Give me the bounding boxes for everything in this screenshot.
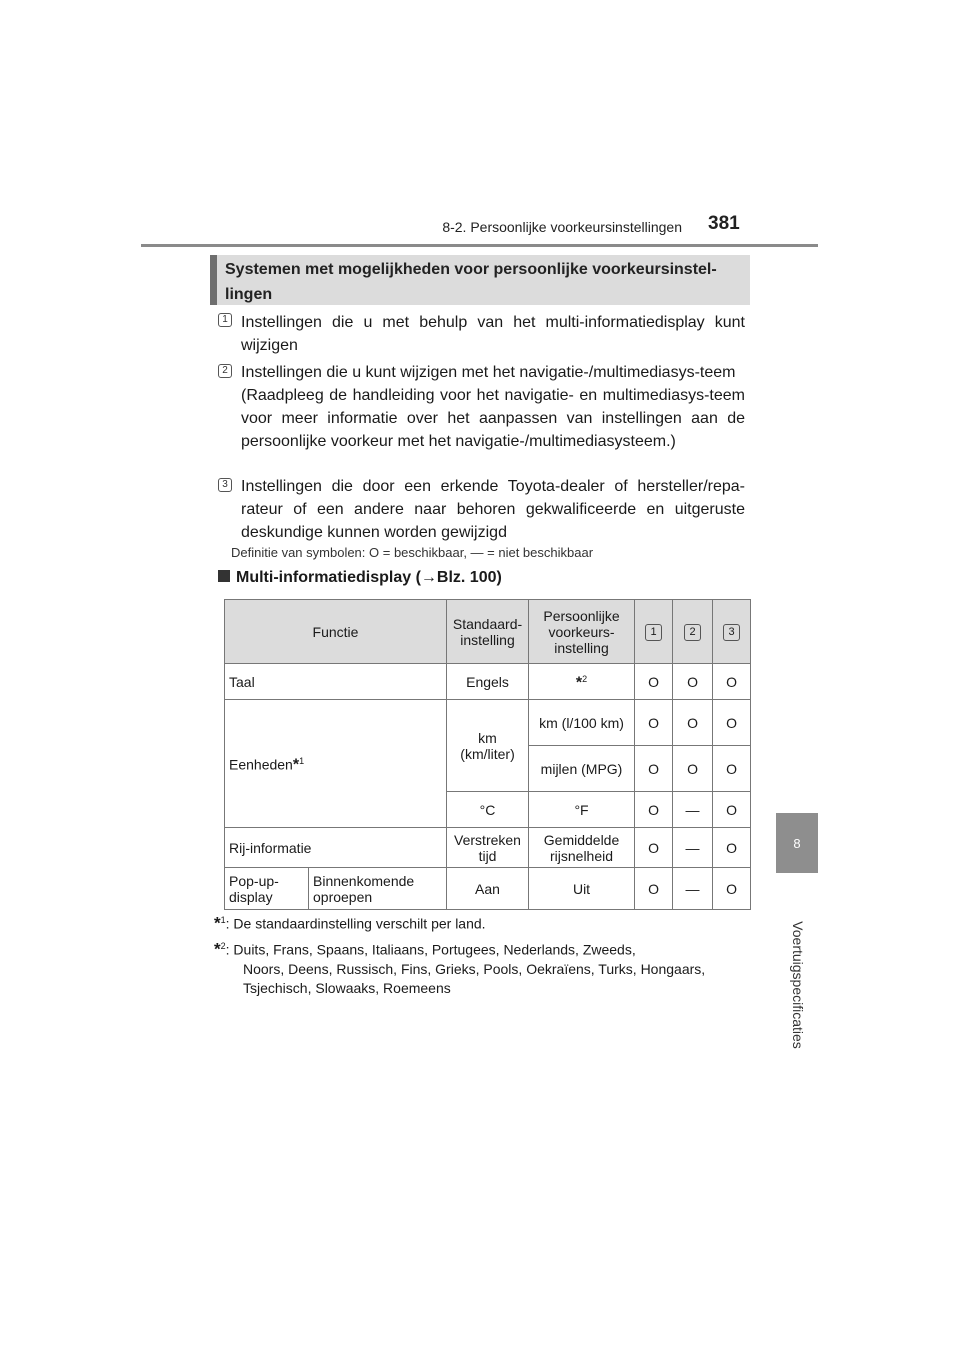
cell-default-km: km (km/liter) bbox=[447, 700, 529, 792]
cell-custom: *$^2$ bbox=[529, 664, 635, 700]
chapter-label bbox=[778, 880, 818, 1090]
cell-col-3: O bbox=[713, 828, 751, 868]
chapter-number: 8 bbox=[793, 835, 801, 851]
table-row-popup bbox=[225, 868, 751, 910]
footnote-1: *$^1$: De standaardinstelling verschilt per land. bbox=[214, 913, 486, 933]
section-banner bbox=[210, 255, 750, 305]
square-bullet-icon bbox=[218, 570, 230, 582]
symbol-definition: Definitie van symbolen: O = beschikbaar, — = niet beschikbaar bbox=[231, 545, 594, 560]
header-col-3-icon: 3 bbox=[723, 624, 740, 641]
item-2-note: (Raadpleeg de handleiding voor het navigatie- en multimediasys-teem voor meer informatie over het aanpassen van instellingen aan de persoonlijke voorkeur met het navigatie-/multimediasysteem.) bbox=[241, 387, 745, 450]
banner-line-2: lingen bbox=[225, 286, 273, 303]
item-3-text: Instellingen die door een erkende Toyota-dealer of hersteller/repa-rateur of een andere naar behoren gekwalificeerde en uitgeruste deskundige kunnen worden gewijzigd bbox=[241, 478, 745, 541]
cell-default: Aan bbox=[447, 868, 529, 910]
number-2-icon: 2 bbox=[218, 364, 232, 378]
cell-function: Pop-up-display bbox=[225, 868, 309, 910]
cell-function-eenheden: Eenheden*$^1$ bbox=[225, 700, 447, 828]
cell-col-3: O bbox=[713, 700, 751, 746]
cell-col-1: O bbox=[635, 828, 673, 868]
cell-custom-temp: °F bbox=[529, 792, 635, 828]
header-function: Functie bbox=[225, 600, 447, 664]
item-2 bbox=[241, 361, 745, 453]
item-1-text: Instellingen die u met behulp van het multi-informatiedisplay kunt wijzigen bbox=[241, 314, 745, 354]
page-number: 381 bbox=[708, 213, 740, 234]
cell-custom: Gemiddelde rijsnelheid bbox=[529, 828, 635, 868]
table-header-row bbox=[225, 600, 751, 664]
cell-col-1: O bbox=[635, 868, 673, 910]
cell-col-3: O bbox=[713, 868, 751, 910]
cell-col-2: O bbox=[673, 746, 713, 792]
cell-col-2: — bbox=[673, 828, 713, 868]
settings-table bbox=[224, 599, 751, 910]
footnote-2: *$^2$: Duits, Frans, Spaans, Italiaans, Portugees, Nederlands, Zweeds, Noors, Deens, Russisch, Fins, Grieks, Pools, Oekraïens, Turks, Hongaars, Tsjechisch, Slowaaks, Roemeens bbox=[214, 937, 754, 998]
table-row-rij bbox=[225, 828, 751, 868]
footnote-2-continuation: Noors, Deens, Russisch, Fins, Grieks, Pools, Oekraïens, Turks, Hongaars, Tsjechisch, Slowaaks, Roemeens bbox=[243, 960, 706, 996]
cell-default: Verstreken tijd bbox=[447, 828, 529, 868]
header-col-2-icon: 2 bbox=[684, 624, 701, 641]
section-title: 8-2. Persoonlijke voorkeursinstellingen bbox=[442, 219, 682, 235]
cell-col-2: O bbox=[673, 700, 713, 746]
table-row-taal bbox=[225, 664, 751, 700]
cell-col-3: O bbox=[713, 792, 751, 828]
cell-col-2: — bbox=[673, 868, 713, 910]
cell-col-1: O bbox=[635, 792, 673, 828]
cell-default-temp: °C bbox=[447, 792, 529, 828]
cell-custom-mijlen: mijlen (MPG) bbox=[529, 746, 635, 792]
cell-col-2: — bbox=[673, 792, 713, 828]
cell-col-3: O bbox=[713, 664, 751, 700]
cell-default: Engels bbox=[447, 664, 529, 700]
cell-col-1: O bbox=[635, 700, 673, 746]
header-custom: Persoonlijke voorkeurs-instelling bbox=[529, 600, 635, 664]
header-default: Standaard-instelling bbox=[447, 600, 529, 664]
chapter-label-text: Voertuigspecificaties bbox=[790, 921, 807, 1049]
item-2-text: Instellingen die u kunt wijzigen met het navigatie-/multimediasys-teem bbox=[241, 364, 736, 381]
cell-col-3: O bbox=[713, 746, 751, 792]
subheading bbox=[218, 569, 502, 587]
header-col-1-icon: 1 bbox=[645, 624, 662, 641]
table-row-km bbox=[225, 700, 751, 746]
banner-line-1: Systemen met mogelijkheden voor persoonlijke voorkeursinstel- bbox=[225, 261, 717, 278]
cell-col-1: O bbox=[635, 664, 673, 700]
number-3-icon: 3 bbox=[218, 478, 232, 492]
cell-col-1: O bbox=[635, 746, 673, 792]
subheading-text[interactable]: Multi-informatiedisplay (→Blz. 100) bbox=[236, 569, 502, 586]
number-1-icon: 1 bbox=[218, 313, 232, 327]
header-rule bbox=[141, 244, 818, 247]
cell-custom-km: km (l/100 km) bbox=[529, 700, 635, 746]
cell-function: Rij-informatie bbox=[225, 828, 447, 868]
cell-custom: Uit bbox=[529, 868, 635, 910]
cell-function: Taal bbox=[225, 664, 447, 700]
cell-subfunction: Binnenkomende oproepen bbox=[309, 868, 447, 910]
chapter-tab[interactable] bbox=[776, 813, 818, 873]
cell-col-2: O bbox=[673, 664, 713, 700]
